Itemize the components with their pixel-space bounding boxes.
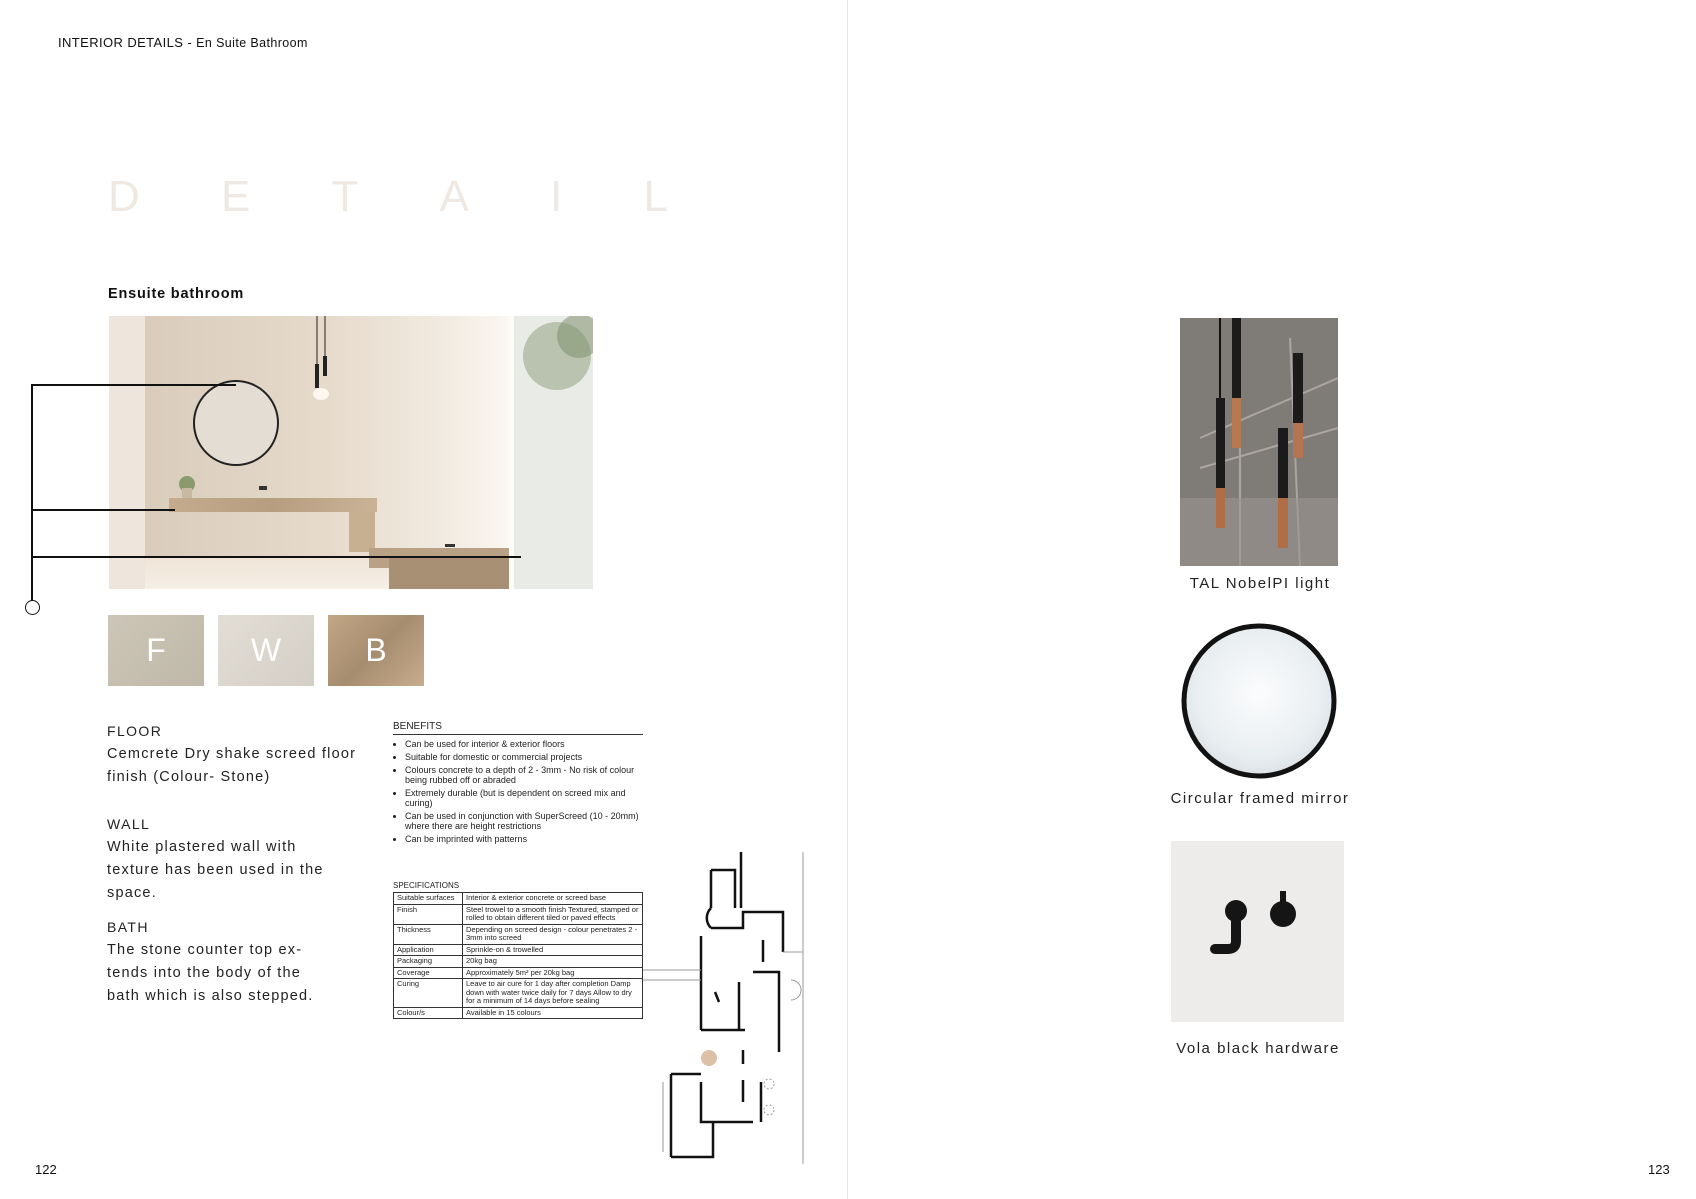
benefit-item: • Colours concrete to a depth of 2 - 3mm - No risk of colour being rubbed off or abraded [405, 765, 643, 785]
spec-value: Sprinkle-on & trowelled [463, 944, 643, 956]
bathroom-render-illustration [109, 316, 593, 589]
bath-label: BATH [107, 919, 149, 935]
callout-line-bath [31, 556, 521, 558]
benefit-item: • Suitable for domestic or commercial projects [405, 752, 643, 762]
spec-key: Thickness [394, 924, 463, 944]
table-row [394, 893, 643, 905]
spread-divider [847, 0, 848, 1199]
wall-description: White plastered wall with texture has been used in the space. [107, 839, 324, 901]
callout-line-mirror [31, 384, 236, 386]
title-letter: A [439, 172, 469, 221]
table-row [394, 904, 643, 924]
table-row [394, 924, 643, 944]
running-header [58, 35, 308, 50]
header-subsection: En Suite Bathroom [196, 36, 308, 50]
vola-hardware-caption: Vola black hardware [1176, 1040, 1340, 1057]
table-row [394, 979, 643, 1008]
circular-mirror-caption: Circular framed mirror [1170, 790, 1350, 807]
circular-mirror-image [1180, 621, 1340, 781]
spec-key: Packaging [394, 956, 463, 968]
title-letter: I [550, 172, 563, 221]
page-number-right: 123 [1648, 1162, 1670, 1177]
swatch-letter: W [250, 632, 282, 668]
swatch-bath [328, 615, 424, 686]
specifications-heading: SPECIFICATIONS [393, 881, 460, 890]
benefit-item: • Can be used in conjunction with SuperScreed (10 - 20mm) where there are height restrictions [405, 811, 643, 831]
floor-plan-key [643, 852, 808, 1164]
spec-key: Suitable surfaces [394, 893, 463, 905]
table-row [394, 944, 643, 956]
spec-key: Coverage [394, 967, 463, 979]
spec-value: Leave to air cure for 1 day after completion Damp down with water twice daily for 7 days Allow to dry for a minimum of 14 days before sealing [463, 979, 643, 1008]
title-letter: L [643, 172, 668, 221]
swatch-letter: F [146, 632, 166, 668]
spec-value: Interior & exterior concrete or screed base [463, 893, 643, 905]
floor-plan-drawing [643, 852, 808, 1164]
table-row [394, 1007, 643, 1019]
callout-end-marker [25, 600, 40, 615]
spec-value: Approximately 5m² per 20kg bag [463, 967, 643, 979]
title-letter: D [108, 172, 140, 221]
pendant-light-caption: TAL NobelPI light [1189, 575, 1331, 592]
pendant-light-illustration [1180, 318, 1338, 566]
title-letter: T [331, 172, 359, 221]
spec-value: Depending on screed design - colour penetrates 2 - 3mm into screed [463, 924, 643, 944]
floor-description: Cemcrete Dry shake screed floor finish (Colour- Stone) [107, 746, 357, 785]
benefit-item: • Extremely durable (but is dependent on screed mix and curing) [405, 788, 643, 808]
callout-line-counter [31, 509, 175, 511]
detail-title [108, 172, 668, 222]
swatch-wall [218, 615, 314, 686]
circular-mirror-illustration [1180, 621, 1340, 781]
spec-key: Curing [394, 979, 463, 1008]
benefits-list [393, 721, 643, 847]
floor-label: FLOOR [107, 723, 163, 739]
spec-key: Colour/s [394, 1007, 463, 1019]
bathroom-render-image [109, 316, 593, 589]
spec-key: Application [394, 944, 463, 956]
vola-hardware-image [1171, 841, 1344, 1022]
table-row [394, 956, 643, 968]
specifications-table [393, 881, 643, 1019]
benefit-item: • Can be imprinted with patterns [405, 834, 643, 844]
bath-description: The stone counter top ex-tends into the body of the bath which is also stepped. [107, 942, 314, 1004]
wall-label: WALL [107, 816, 151, 832]
header-section: INTERIOR DETAILS [58, 35, 184, 50]
benefits-heading: BENEFITS [393, 721, 643, 735]
spec-key: Finish [394, 904, 463, 924]
callout-line-vertical [31, 384, 33, 601]
benefit-item: • Can be used for interior & exterior floors [405, 739, 643, 749]
header-separator: - [187, 35, 193, 50]
swatch-letter: B [365, 632, 387, 668]
vola-hardware-illustration [1171, 841, 1344, 1022]
title-letter: E [220, 172, 251, 221]
pendant-light-image [1180, 318, 1338, 566]
page-number-left: 122 [35, 1162, 57, 1177]
spec-value: Available in 15 colours [463, 1007, 643, 1019]
swatch-floor [108, 615, 204, 686]
spec-value: Steel trowel to a smooth finish Textured, stamped or rolled to obtain different tiled or paved effects [463, 904, 643, 924]
spec-value: 20kg bag [463, 956, 643, 968]
section-title: Ensuite bathroom [108, 286, 245, 302]
table-row [394, 967, 643, 979]
